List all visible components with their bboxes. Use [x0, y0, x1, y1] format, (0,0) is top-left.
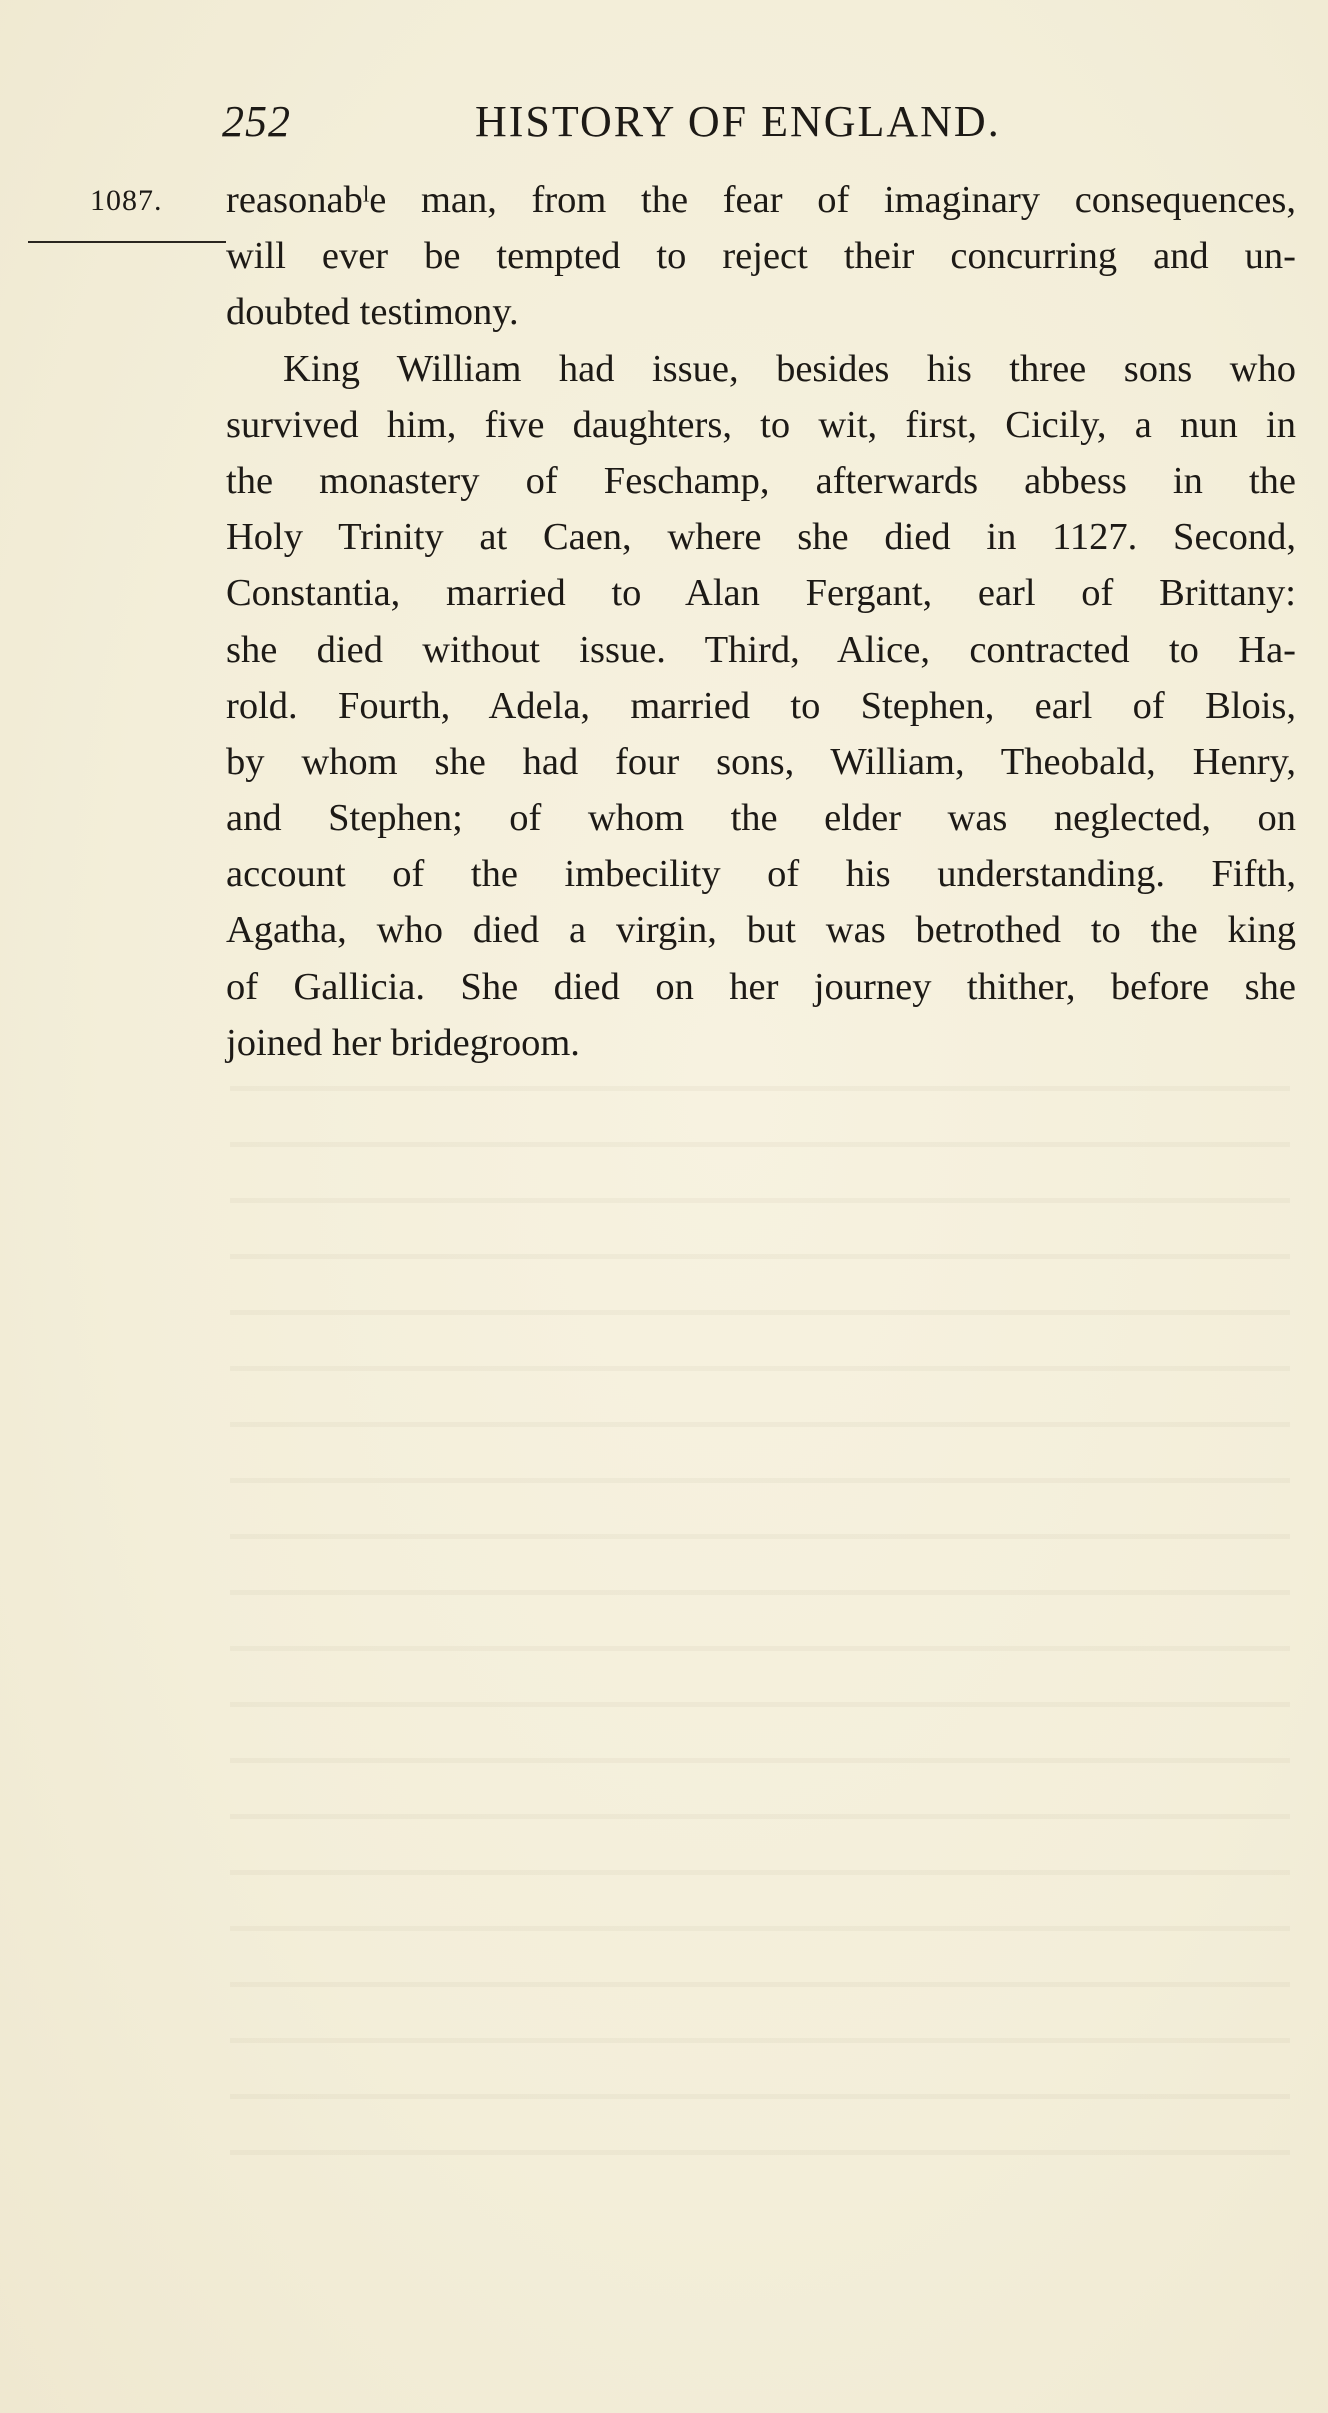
text-line: Constantia, married to Alan Fergant, earl of Brittany: [226, 572, 1296, 615]
text-line: joined her bridegroom. [226, 1021, 580, 1064]
text-line: by whom she had four sons, William, Theobald, Henry, [226, 740, 1296, 783]
show-through-texture [230, 1060, 1290, 2160]
text-line: doubted testimony. [226, 291, 519, 334]
text-line: survived him, five daughters, to wit, first, Cicily, a nun in [226, 403, 1296, 446]
page-number: 252 [222, 97, 291, 146]
text-line: she died without issue. Third, Alice, contracted to Ha- [226, 628, 1296, 671]
margin-rule [28, 241, 226, 243]
text-line: the monastery of Feschamp, afterwards abbess in the [226, 459, 1296, 502]
running-title: HISTORY OF ENGLAND. [475, 97, 1001, 146]
paragraph-issue [226, 341, 1296, 1071]
text-line: and Stephen; of whom the elder was neglected, on [226, 797, 1296, 840]
paragraph-continued [226, 172, 1296, 341]
text-line: will ever be tempted to reject their concurring and un- [226, 235, 1296, 278]
text-line: King William had issue, besides his three sons who [283, 347, 1296, 390]
running-head [222, 96, 1067, 156]
text-line: Holy Trinity at Caen, where she died in 1127. Second, [226, 516, 1296, 559]
text-line: account of the imbecility of his understanding. Fifth, [226, 853, 1296, 896]
text-line: reasonabˡe man, from the fear of imaginary consequences, [226, 179, 1296, 221]
text-line: of Gallicia. She died on her journey thither, before she [226, 965, 1296, 1008]
text-line: rold. Fourth, Adela, married to Stephen, earl of Blois, [226, 684, 1296, 727]
text-line: Agatha, who died a virgin, but was betrothed to the king [226, 909, 1296, 952]
body-text [226, 172, 1296, 1071]
margin-year-note: 1087. [90, 184, 163, 217]
